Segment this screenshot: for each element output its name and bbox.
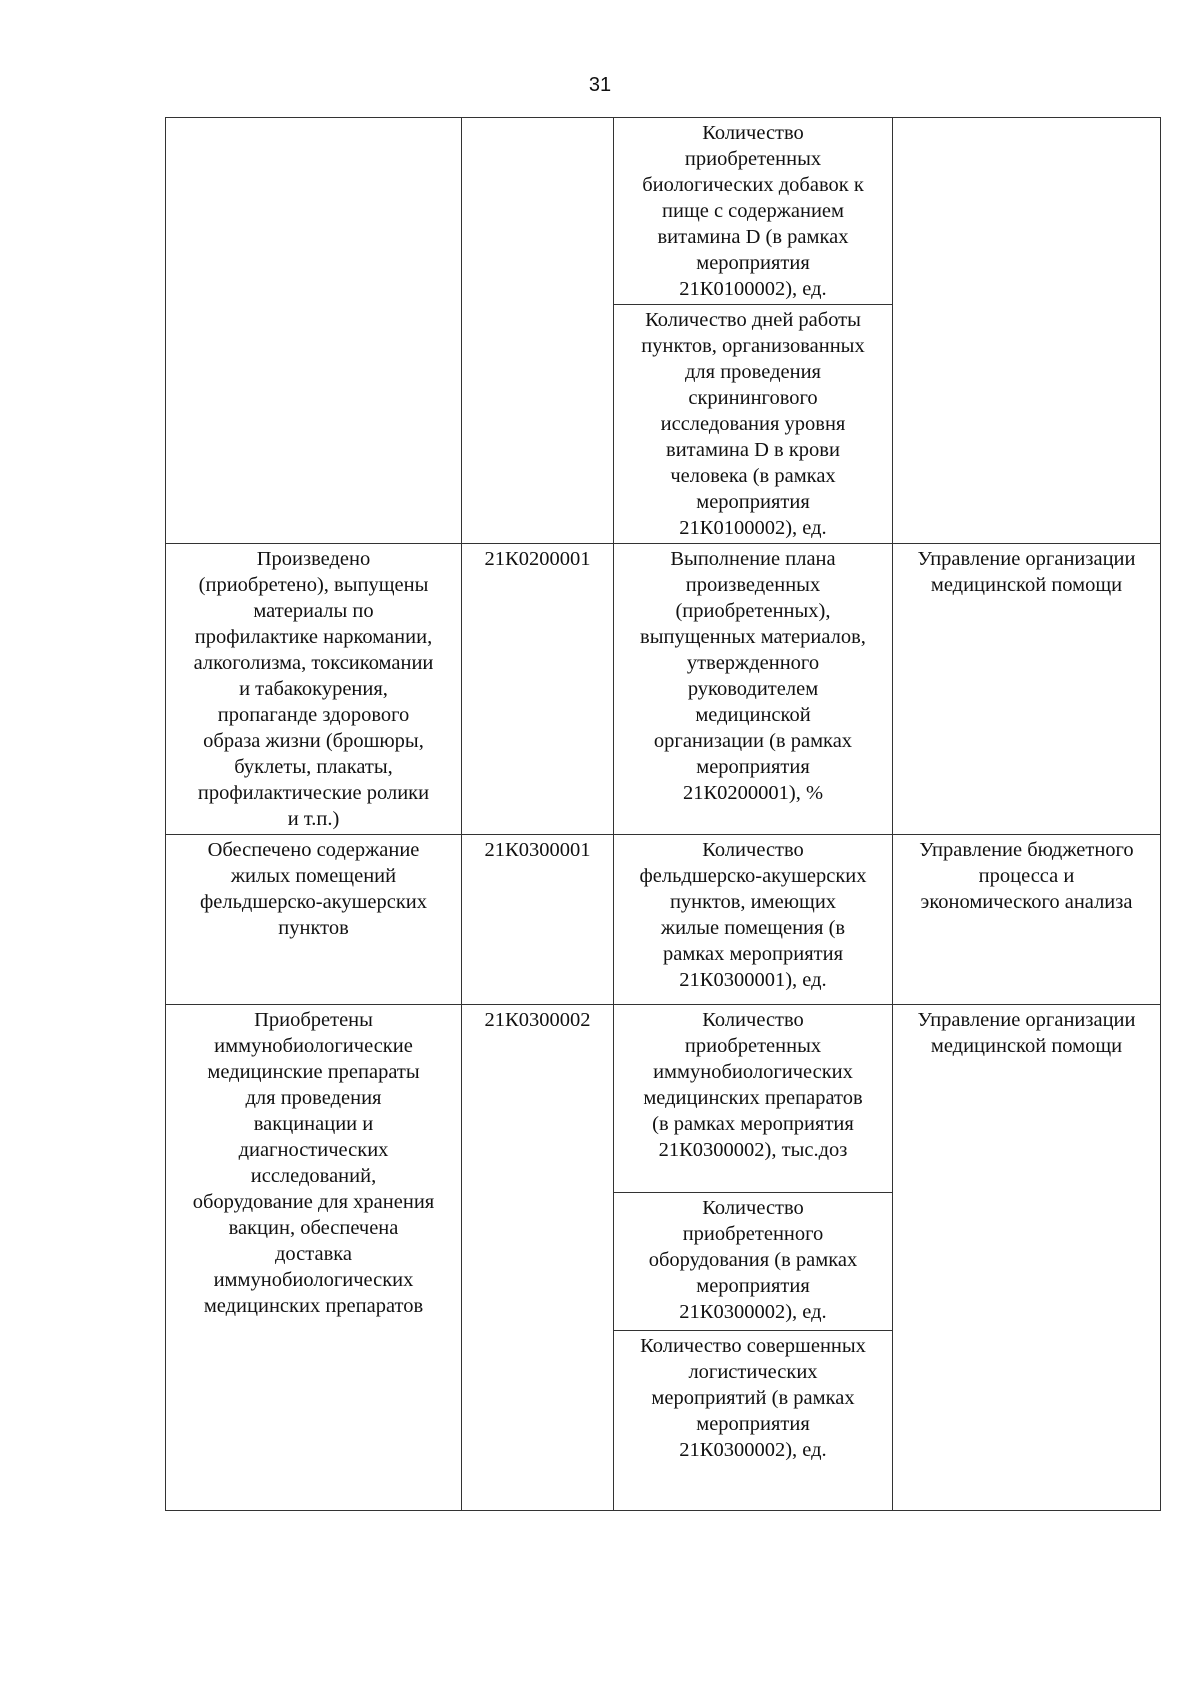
code-cell: 21К0200001: [462, 544, 614, 835]
result-cell: [166, 118, 462, 544]
result-cell: Приобретены иммунобиологические медицинские препараты для проведения вакцинации и диагностических исследований, оборудование для хранения вакцин, обеспечена доставка иммунобиологических медицинских препаратов: [166, 1005, 462, 1511]
indicator-cell: Количество фельдшерско-акушерских пунктов, имеющих жилые помещения (в рамках мероприятия 21К0300001), ед.: [614, 835, 893, 1005]
result-cell: Обеспечено содержание жилых помещений фельдшерско-акушерских пунктов: [166, 835, 462, 1005]
responsible-cell: Управление организации медицинской помощи: [893, 1005, 1161, 1511]
code-cell: 21К0300001: [462, 835, 614, 1005]
table-row: [166, 835, 1161, 1005]
indicator-cell: Количество приобретенного оборудования (в рамках мероприятия 21К0300002), ед.: [614, 1193, 893, 1331]
responsible-cell: [893, 118, 1161, 544]
result-cell: Произведено (приобретено), выпущены материалы по профилактике наркомании, алкоголизма, токсикомании и табакокурения, пропаганде здорового образа жизни (брошюры, буклеты, плакаты, профилактические ролики и т.п.): [166, 544, 462, 835]
table-row: [166, 118, 1161, 305]
table-row: [166, 544, 1161, 835]
responsible-cell: Управление бюджетного процесса и экономического анализа: [893, 835, 1161, 1005]
indicators-table: [165, 117, 1161, 1511]
table-row: [166, 1005, 1161, 1193]
indicator-cell: Количество дней работы пунктов, организованных для проведения скринингового исследования уровня витамина D в крови человека (в рамках мероприятия 21К0100002), ед.: [614, 305, 893, 544]
code-cell: [462, 118, 614, 544]
indicator-cell: Количество приобретенных иммунобиологических медицинских препаратов (в рамках мероприятия 21К0300002), тыс.доз: [614, 1005, 893, 1193]
code-cell: 21К0300002: [462, 1005, 614, 1511]
responsible-cell: Управление организации медицинской помощи: [893, 544, 1161, 835]
indicator-cell: Количество приобретенных биологических добавок к пище с содержанием витамина D (в рамках мероприятия 21К0100002), ед.: [614, 118, 893, 305]
page-number: 31: [588, 74, 612, 96]
indicator-cell: Выполнение плана произведенных (приобретенных), выпущенных материалов, утвержденного руководителем медицинской организации (в рамках мероприятия 21К0200001), %: [614, 544, 893, 835]
indicator-cell: Количество совершенных логистических мероприятий (в рамках мероприятия 21К0300002), ед.: [614, 1331, 893, 1511]
